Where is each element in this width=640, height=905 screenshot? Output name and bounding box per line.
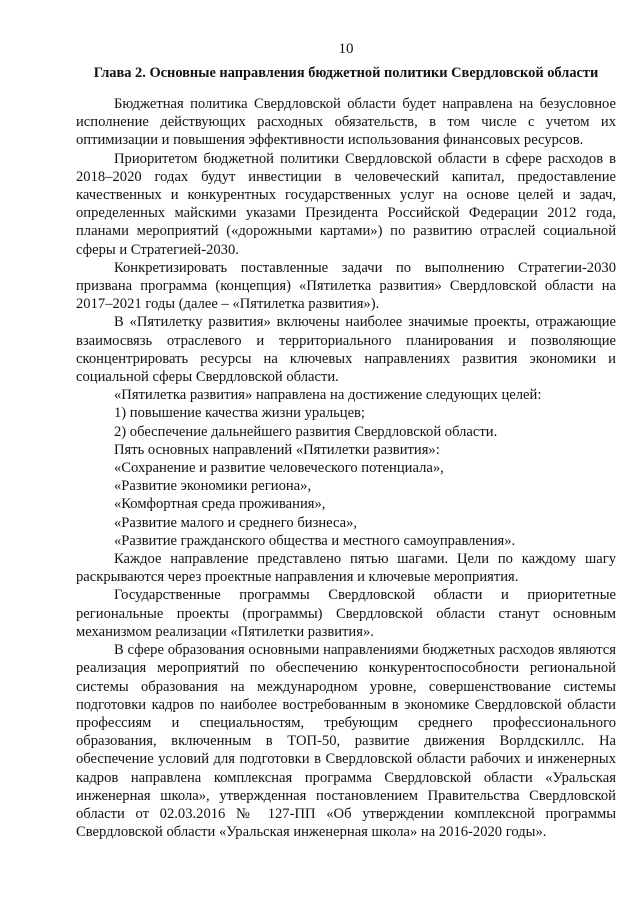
direction-item-3: «Комфортная среда проживания», [114, 496, 326, 513]
goal-item-2: 2) обеспечение дальнейшего развития Свердловской области. [114, 423, 498, 440]
chapter-title: Глава 2. Основные направления бюджетной политики Свердловской области [93, 65, 599, 81]
paragraph-budget-policy: Бюджетная политика Свердловской области будет направлена на безусловное исполнение действующих расходных обязательств, в том числе с учетом их оптимизации и повышения эффективности использования финансовых ресурсов. [76, 96, 616, 149]
paragraph-projects: В «Пятилетку развития» включены наиболее значимые проекты, отражающие взаимосвязь отраслевого и территориального планирования и позволяющие сконцентрировать ресурсы на ключевых направлениях развития экономики и социальной сферы Свердловской области. [76, 314, 616, 386]
paragraph-priorities: Приоритетом бюджетной политики Свердловской области в сфере расходов в 2018–2020 годах будут инвестиции в человеческий капитал, предоставление качественных и конкурентных государственных услуг на основе целей и задач, определенных майскими указами Президента Российской Федерации 2012 года, планами мероприятий («дорожными картами») по развитию отраслей социальной сферы и Стратегией-2030. [76, 150, 616, 258]
goal-item-1: 1) повышение качества жизни уральцев; [114, 405, 365, 422]
page-number: 10 [338, 41, 354, 57]
direction-item-2: «Развитие экономики региона», [114, 478, 312, 495]
paragraph-strategy: Конкретизировать поставленные задачи по выполнению Стратегии-2030 призвана программа (концепция) «Пятилетка развития» Свердловской области на 2017–2021 годы (далее – «Пятилетка развития»). [76, 259, 616, 313]
paragraph-state-programs: Государственные программы Свердловской области и приоритетные региональные проекты (программы) Свердловской области станут основным механизмом реализации «Пятилетки развития». [76, 587, 616, 640]
paragraph-directions-intro: Пять основных направлений «Пятилетки развития»: [114, 441, 440, 458]
direction-item-5: «Развитие гражданского общества и местного самоуправления». [114, 532, 516, 549]
direction-item-4: «Развитие малого и среднего бизнеса», [114, 514, 358, 531]
paragraph-education: В сфере образования основными направлениями бюджетных расходов являются реализация мероприятий по обеспечению конкурентоспособности региональной системы образования на международном уровне, совершенствование системы подготовки кадров по наиболее востребованным в экономике Свердловской области профессиям и специальностям, требующим среднего профессионального образования, включенным в ТОП-50, развитие движения Ворлдскиллс. На обеспечение условий для подготовки в Свердловской области рабочих и инженерных кадров направлена комплексная программа Свердловской области «Уральская инженерная школа», утвержденная постановлением Правительства Свердловской области от 02.03.2016 № 127-ПП «Об утверждении комплексной программы Свердловской области «Уральская инженерная школа» на 2016-2020 годы». [76, 642, 616, 841]
direction-item-1: «Сохранение и развитие человеческого потенциала», [114, 460, 444, 477]
body-text [76, 95, 616, 841]
paragraph-steps: Каждое направление представлено пятью шагами. Цели по каждому шагу раскрываются через проектные направления и ключевые мероприятия. [76, 551, 616, 586]
paragraph-goals-intro: «Пятилетка развития» направлена на достижение следующих целей: [114, 387, 542, 404]
